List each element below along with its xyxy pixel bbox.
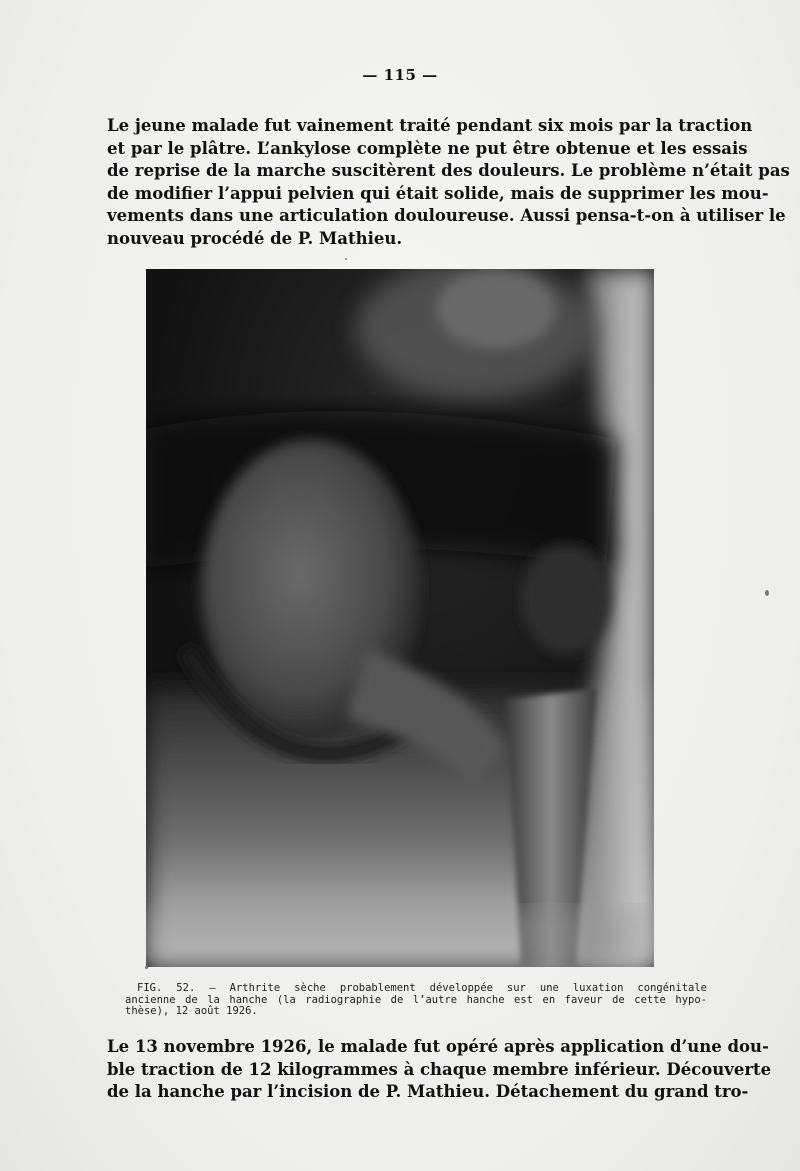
paragraph-line: Le 13 novembre 1926, le malade fut opéré après application d’une dou- bbox=[107, 1037, 769, 1056]
paragraph-line: ble traction de 12 kilogrammes à chaque membre inférieur. Découverte bbox=[107, 1059, 772, 1079]
caption-line: thèse), 12 août 1926. bbox=[125, 1005, 258, 1017]
page-number: — 115 — bbox=[362, 66, 438, 84]
xray-figure-image bbox=[146, 269, 654, 967]
paragraph-line: de modifier l’appui pelvien qui était solide, mais de supprimer les mou- bbox=[107, 183, 769, 203]
top-paragraph bbox=[107, 115, 790, 250]
paragraph-line: nouveau procédé de P. Mathieu. bbox=[107, 228, 403, 248]
paragraph-line: Le jeune malade fut vainement traité pendant six mois par la traction bbox=[107, 116, 753, 135]
paper-speck bbox=[145, 966, 148, 969]
paper-speck bbox=[345, 258, 347, 260]
paragraph-line: de la hanche par l’incision de P. Mathieu. Détachement du grand tro- bbox=[107, 1082, 749, 1101]
bottom-paragraph bbox=[107, 1036, 772, 1104]
caption-line: FIG. 52. — Arthrite sèche probablement développée sur une luxation congénitale bbox=[137, 982, 707, 994]
paragraph-line: de reprise de la marche suscitèrent des douleurs. Le problème n’était pas bbox=[107, 161, 790, 180]
caption-line: ancienne de la hanche (la radiographie de l’autre hanche est en faveur de cette hypo- bbox=[125, 993, 707, 1006]
paper-speck bbox=[765, 590, 769, 596]
paragraph-line: et par le plâtre. L’ankylose complète ne put être obtenue et les essais bbox=[107, 138, 748, 158]
figure-caption bbox=[125, 983, 707, 1018]
paragraph-line: vements dans une articulation douloureuse. Aussi pensa-t-on à utiliser le bbox=[107, 206, 786, 225]
